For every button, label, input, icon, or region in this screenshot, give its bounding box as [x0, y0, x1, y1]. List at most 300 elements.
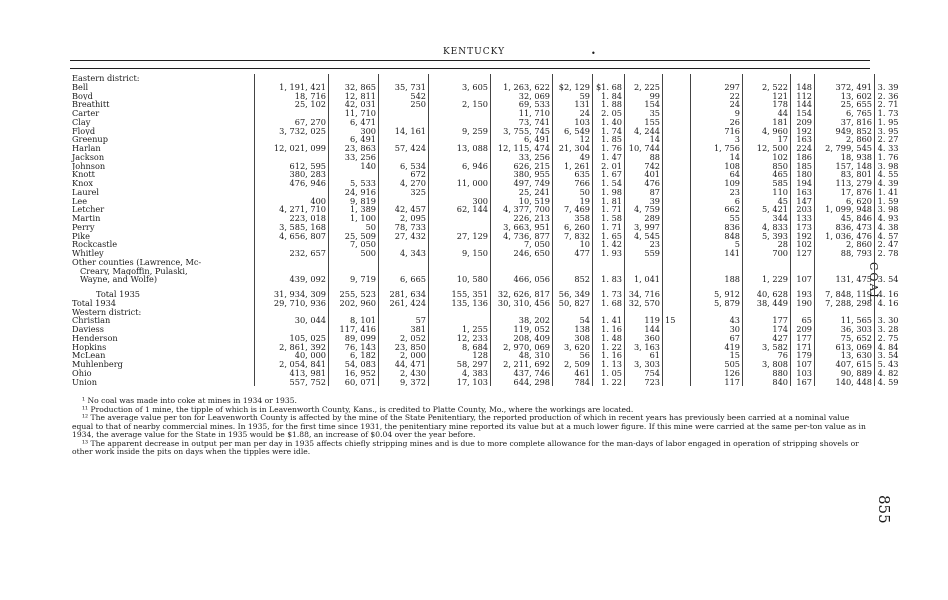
table-cell: 497, 749 [491, 179, 553, 188]
table-cell: 11, 710 [329, 109, 379, 118]
table-row [70, 214, 901, 223]
table-cell [593, 258, 625, 267]
table-cell [379, 240, 429, 249]
table-cell: 2, 861, 392 [255, 343, 329, 352]
table-cell: 4, 960 [743, 127, 791, 136]
table-cell [663, 170, 691, 179]
table-cell [491, 258, 553, 267]
table-cell: 2, 860 [815, 240, 875, 249]
table-cell: $1. 68 [593, 83, 625, 92]
table-rule-top [70, 60, 870, 61]
table-cell: 2, 052 [379, 334, 429, 343]
table-cell: 1. 40 [593, 118, 625, 127]
table-cell: 105, 025 [255, 334, 329, 343]
table-cell: 380, 283 [255, 170, 329, 179]
row-label: Total 1935 [96, 290, 140, 299]
table-cell: 1. 41 [593, 316, 625, 325]
table-cell: 700 [743, 249, 791, 258]
table-cell [663, 205, 691, 214]
table-row [70, 162, 901, 171]
table-cell [663, 275, 691, 284]
table-cell [429, 188, 491, 197]
table-cell [429, 170, 491, 179]
table-cell: 344 [743, 214, 791, 223]
table-cell: 65 [791, 316, 815, 325]
table-cell: 6 [691, 197, 743, 206]
table-cell: 6, 765 [815, 109, 875, 118]
table-cell: 87 [625, 188, 663, 197]
table-cell: 17, 103 [429, 378, 491, 387]
footnote: ¹¹ Production of 1 mine, the tipple of which is in Leavenworth County, Kans., is credited to Platte County, Mo., where the workings are located. [82, 404, 634, 414]
table-cell [255, 258, 329, 267]
table-cell [379, 153, 429, 162]
table-cell: 18, 938 [815, 153, 875, 162]
table-cell: 6, 491 [329, 135, 379, 144]
table-cell: 1. 71 [593, 223, 625, 232]
table-cell: 7, 848, 119 [815, 290, 875, 299]
table-cell: 613, 069 [815, 343, 875, 352]
table-cell: 163 [791, 188, 815, 197]
table-cell: 107 [791, 360, 815, 369]
table-cell: 40, 628 [743, 290, 791, 299]
table-cell: 4. 38 [875, 223, 901, 232]
table-cell: 22 [691, 92, 743, 101]
table-cell: 14 [691, 153, 743, 162]
table-cell: 34, 716 [625, 290, 663, 299]
table-cell: 1. 58 [593, 214, 625, 223]
table-cell: 103 [553, 118, 593, 127]
table-cell: 635 [553, 170, 593, 179]
header-dot: • [591, 49, 596, 58]
table-cell [791, 267, 815, 276]
table-cell: 154 [791, 109, 815, 118]
table-cell [429, 258, 491, 267]
table-cell [663, 109, 691, 118]
table-cell: 30, 044 [255, 316, 329, 325]
table-cell: 1. 16 [593, 325, 625, 334]
table-cell: 836 [691, 223, 743, 232]
row-label: Daviess [72, 325, 104, 334]
table-row [70, 360, 901, 369]
table-cell: 1. 76 [593, 144, 625, 153]
table-row [70, 197, 901, 206]
table-cell: 167 [791, 378, 815, 387]
table-cell [875, 308, 901, 317]
table-cell [329, 74, 379, 83]
table-cell: 194 [791, 179, 815, 188]
table-cell: 5 [691, 240, 743, 249]
table-cell: 59 [553, 92, 593, 101]
row-label: Martin [72, 214, 101, 223]
table-cell: 73, 741 [491, 118, 553, 127]
table-cell: 300 [429, 197, 491, 206]
table-cell: 60, 071 [329, 378, 379, 387]
table-cell: 57, 424 [379, 144, 429, 153]
table-cell: 289 [625, 214, 663, 223]
table-cell: 113, 279 [815, 179, 875, 188]
table-cell: 3, 605 [429, 83, 491, 92]
table-row [70, 258, 901, 267]
table-cell: 133 [791, 214, 815, 223]
table-row [70, 179, 901, 188]
table-cell: 1. 74 [593, 127, 625, 136]
table-cell: 23, 863 [329, 144, 379, 153]
table-cell: 45, 846 [815, 214, 875, 223]
table-cell [429, 74, 491, 83]
table-cell [379, 267, 429, 276]
table-rule-second [70, 68, 870, 69]
table-cell [255, 109, 329, 118]
table-cell: 69, 533 [491, 100, 553, 109]
table-cell: 33, 256 [491, 153, 553, 162]
table-cell [379, 197, 429, 206]
table-cell: 202, 960 [329, 299, 379, 308]
table-cell [553, 308, 593, 317]
row-label: Knox [72, 179, 93, 188]
table-cell: 1. 81 [593, 197, 625, 206]
table-row [70, 240, 901, 249]
table-cell: 171 [791, 343, 815, 352]
table-cell: 7, 050 [329, 240, 379, 249]
table-cell: 32, 626, 817 [491, 290, 553, 299]
table-cell: 128 [429, 351, 491, 360]
table-cell [553, 74, 593, 83]
table-cell: 3, 808 [743, 360, 791, 369]
table-cell: 461 [553, 369, 593, 378]
page-header: KENTUCKY [442, 47, 506, 57]
table-cell [663, 343, 691, 352]
table-cell: 427 [743, 334, 791, 343]
table-cell: 4. 39 [875, 179, 901, 188]
table-cell: 102 [791, 240, 815, 249]
table-cell: 203 [791, 205, 815, 214]
table-cell: 57 [379, 316, 429, 325]
table-cell [663, 290, 691, 299]
table-cell: 3, 303 [625, 360, 663, 369]
table-cell: 33, 256 [329, 153, 379, 162]
table-cell [691, 267, 743, 276]
table-cell: 14 [625, 135, 663, 144]
table-cell [663, 334, 691, 343]
table-cell: 44, 471 [379, 360, 429, 369]
table-cell: 6, 471 [329, 118, 379, 127]
table-cell [255, 153, 329, 162]
table-cell [663, 232, 691, 241]
table-cell: 3. 39 [875, 83, 901, 92]
table-cell: 13, 088 [429, 144, 491, 153]
table-cell [791, 74, 815, 83]
table-cell: 119 [625, 316, 663, 325]
table-cell: 4. 82 [875, 369, 901, 378]
table-row [70, 127, 901, 136]
footnote: ¹² The average value per ton for Leavenworth County is affected by the mine of the State Penitentiary, the reported production of which in recent years has previously been carried at a nominal value equal to that of nearby commercial mines. In 1935, for the first time since 1931, the penitentiary mine reported its value but at a much lower figure. If this mine were carried at the same per-ton value as in 1934, the average value for the State in 1935 would be $1.88, an increase of $0.04 over the year before. [72, 413, 866, 439]
table-cell: 32, 865 [329, 83, 379, 92]
table-cell: 6, 260 [553, 223, 593, 232]
table-cell: 585 [743, 179, 791, 188]
row-label: Whitley [72, 249, 104, 258]
table-cell [663, 351, 691, 360]
table-cell [743, 308, 791, 317]
row-label: Breathitt [72, 100, 110, 109]
table-cell: 126 [691, 369, 743, 378]
table-cell: 358 [553, 214, 593, 223]
table-row [70, 316, 901, 325]
row-label: Union [72, 377, 97, 387]
table-cell: 1. 95 [875, 118, 901, 127]
table-cell: 67 [691, 334, 743, 343]
table-cell: 1. 73 [875, 109, 901, 118]
table-cell: 1. 73 [593, 290, 625, 299]
footnote: ¹ No coal was made into coke at mines in 1934 or 1935. [82, 396, 297, 405]
row-label: Christian [72, 316, 111, 325]
row-label: Carter [72, 109, 100, 118]
table-cell: 3, 732, 025 [255, 127, 329, 136]
table-cell [663, 308, 691, 317]
table-cell [663, 179, 691, 188]
row-label: Pike [72, 231, 90, 241]
table-cell [691, 308, 743, 317]
table-cell [875, 258, 901, 267]
table-cell [625, 74, 663, 83]
table-cell: 848 [691, 232, 743, 241]
table-cell: 360 [625, 334, 663, 343]
table-cell: 55 [691, 214, 743, 223]
table-cell [255, 308, 329, 317]
table-row [70, 170, 901, 179]
table-cell: 38, 202 [491, 316, 553, 325]
table-cell: 11, 710 [491, 109, 553, 118]
table-cell: 109 [691, 179, 743, 188]
table-cell [663, 127, 691, 136]
table-cell: 12 [553, 135, 593, 144]
row-label: Creary, Magoffin, Pulaski, [80, 266, 188, 276]
row-label: Eastern district: [72, 74, 140, 83]
table-cell: 10 [553, 240, 593, 249]
table-cell [255, 325, 329, 334]
table-cell: 1. 88 [593, 100, 625, 109]
row-label: Perry [72, 222, 95, 232]
table-cell: 50, 827 [553, 299, 593, 308]
coal-production-table [70, 74, 901, 386]
table-cell: 2, 860 [815, 135, 875, 144]
table-cell: 466, 056 [491, 275, 553, 284]
table-cell: 250 [379, 100, 429, 109]
table-cell: 37, 816 [815, 118, 875, 127]
table-cell: 1. 47 [593, 153, 625, 162]
table-cell: 144 [625, 325, 663, 334]
row-label: Western district: [72, 307, 142, 317]
table-row [70, 205, 901, 214]
table-cell [663, 74, 691, 83]
table-cell: 1. 84 [593, 92, 625, 101]
table-row [70, 135, 901, 144]
table-cell: 1, 036, 476 [815, 232, 875, 241]
table-cell: 121 [743, 92, 791, 101]
table-cell: $2, 129 [553, 83, 593, 92]
table-cell: 542 [379, 92, 429, 101]
table-cell: 49 [553, 153, 593, 162]
table-cell: 226, 213 [491, 214, 553, 223]
table-cell: 7, 832 [553, 232, 593, 241]
row-label: Knott [72, 170, 95, 179]
table-cell [379, 308, 429, 317]
table-cell: 31, 934, 309 [255, 290, 329, 299]
table-cell: 4, 271, 710 [255, 205, 329, 214]
table-cell: 50 [329, 223, 379, 232]
table-cell [593, 74, 625, 83]
table-cell: 419 [691, 343, 743, 352]
table-cell: 99 [625, 92, 663, 101]
table-cell [491, 74, 553, 83]
table-cell: 476 [625, 179, 663, 188]
table-cell: 3, 582 [743, 343, 791, 352]
table-cell: 25, 509 [329, 232, 379, 241]
table-cell: 27, 432 [379, 232, 429, 241]
table-cell: 17, 876 [815, 188, 875, 197]
table-cell [815, 267, 875, 276]
table-cell: 3. 95 [875, 127, 901, 136]
table-cell: 1. 76 [875, 153, 901, 162]
table-cell [379, 258, 429, 267]
table-cell: 131, 475 [815, 275, 875, 284]
table-cell: 6, 534 [379, 162, 429, 171]
table-cell: 766 [553, 179, 593, 188]
table-cell: 11, 565 [815, 316, 875, 325]
table-cell: 35, 731 [379, 83, 429, 92]
table-cell: 4, 656, 807 [255, 232, 329, 241]
table-cell: 1. 22 [593, 378, 625, 387]
table-cell [691, 74, 743, 83]
table-cell [491, 267, 553, 276]
table-cell: 3. 54 [875, 351, 901, 360]
table-cell: 11, 000 [429, 179, 491, 188]
table-cell: 850 [743, 162, 791, 171]
table-cell: 3. 28 [875, 325, 901, 334]
table-cell: 179 [791, 351, 815, 360]
table-cell: 10, 744 [625, 144, 663, 153]
table-cell: 108 [691, 162, 743, 171]
table-cell: 4, 545 [625, 232, 663, 241]
table-cell: 1, 756 [691, 144, 743, 153]
table-cell: 559 [625, 249, 663, 258]
row-label: Other counties (Lawrence, Mc- [72, 257, 202, 267]
table-cell [625, 267, 663, 276]
table-cell: 1, 041 [625, 275, 663, 284]
table-cell: 76 [743, 351, 791, 360]
table-cell: 6, 665 [379, 275, 429, 284]
table-cell: 2, 970, 069 [491, 343, 553, 352]
table-cell: 7, 288, 298 [815, 299, 875, 308]
table-cell: 880 [743, 369, 791, 378]
table-cell: 23 [691, 188, 743, 197]
table-cell: 4. 84 [875, 343, 901, 352]
table-cell: 4. 93 [875, 214, 901, 223]
table-cell: 662 [691, 205, 743, 214]
section-row [70, 74, 901, 83]
table-cell: 38, 449 [743, 299, 791, 308]
table-cell: 9, 819 [329, 197, 379, 206]
row-label: Lee [72, 196, 88, 206]
table-cell: 723 [625, 378, 663, 387]
table-cell: 949, 852 [815, 127, 875, 136]
table-cell: 24, 916 [329, 188, 379, 197]
table-cell: 281, 634 [379, 290, 429, 299]
table-cell: 75, 652 [815, 334, 875, 343]
table-cell: 381 [379, 325, 429, 334]
table-cell: 3. 98 [875, 205, 901, 214]
table-cell: 6, 182 [329, 351, 379, 360]
table-cell [663, 135, 691, 144]
table-row [70, 378, 901, 387]
table-cell: 644, 298 [491, 378, 553, 387]
table-cell: 2. 75 [875, 334, 901, 343]
table-cell: 437, 746 [491, 369, 553, 378]
table-cell [429, 316, 491, 325]
table-cell: 5, 879 [691, 299, 743, 308]
table-row [70, 299, 901, 308]
table-cell: 3, 755, 745 [491, 127, 553, 136]
table-cell [663, 258, 691, 267]
table-cell: 209 [791, 118, 815, 127]
table-cell: 83, 801 [815, 170, 875, 179]
side-title: COAL [867, 262, 880, 303]
table-cell: 30, 310, 456 [491, 299, 553, 308]
table-cell: 3. 54 [875, 275, 901, 284]
table-cell: 476, 946 [255, 179, 329, 188]
table-cell [663, 360, 691, 369]
row-label: Greenup [72, 135, 108, 144]
table-cell [663, 378, 691, 387]
table-cell: 2. 36 [875, 92, 901, 101]
table-row [70, 109, 901, 118]
table-cell [255, 240, 329, 249]
table-row [70, 92, 901, 101]
table-cell: 439, 092 [255, 275, 329, 284]
table-cell: 36, 303 [815, 325, 875, 334]
table-cell: 14, 161 [379, 127, 429, 136]
table-cell: 5, 393 [743, 232, 791, 241]
table-cell: 157, 148 [815, 162, 875, 171]
table-cell [791, 308, 815, 317]
table-cell [625, 308, 663, 317]
table-cell: 223, 018 [255, 214, 329, 223]
table-cell [815, 74, 875, 83]
table-cell: 9, 259 [429, 127, 491, 136]
table-cell: 400 [255, 197, 329, 206]
table-cell [429, 135, 491, 144]
table-cell: 1. 68 [593, 299, 625, 308]
row-label: Johnson [72, 161, 106, 171]
table-cell [429, 214, 491, 223]
table-cell: 138 [553, 325, 593, 334]
table-cell: 5. 43 [875, 360, 901, 369]
row-label: Henderson [72, 333, 118, 343]
table-cell: 107 [791, 275, 815, 284]
table-cell: 3, 997 [625, 223, 663, 232]
table-cell: 7, 469 [553, 205, 593, 214]
table-cell: 103 [791, 369, 815, 378]
table-cell [379, 135, 429, 144]
table-cell: 25, 241 [491, 188, 553, 197]
table-row [70, 188, 901, 197]
table-cell: 500 [329, 249, 379, 258]
table-cell: 17 [743, 135, 791, 144]
table-cell: 2, 522 [743, 83, 791, 92]
table-cell: 28 [743, 240, 791, 249]
table-cell: 119, 052 [491, 325, 553, 334]
table-cell: 1. 67 [593, 170, 625, 179]
table-cell: 413, 981 [255, 369, 329, 378]
